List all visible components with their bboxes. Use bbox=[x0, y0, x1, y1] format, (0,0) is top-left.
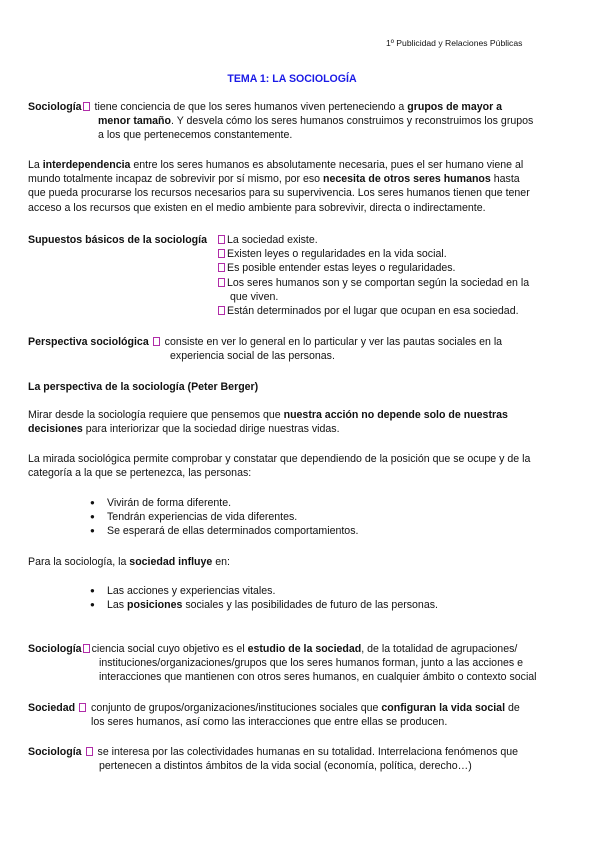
list-item: ● Las acciones y experiencias vitales. bbox=[90, 584, 438, 598]
supuestos-list bbox=[217, 233, 557, 318]
arrow-icon bbox=[79, 703, 86, 712]
list-item: La sociedad existe. bbox=[217, 233, 557, 247]
paragraph-interdependencia: La interdependencia entre los seres humanos es absolutamente necesaria, pues el ser humano viene al mundo totalmente incapaz de sobrevivir por sí mismo, por eso necesita de otros seres humanos hasta que pueda procurarse los recursos necesarios para su supervivencia. Los seres humanos tienen que tener acceso a los recursos que existen en el medio ambiente para sobrevivir, directa o indirectamente. bbox=[28, 159, 530, 214]
arrow-icon bbox=[218, 263, 225, 272]
definition-sociologia-1: Sociología tiene conciencia de que los seres humanos viven perteneciendo a grupos de mayor a menor tamaño. Y desvela cómo los seres humanos construimos y reconstruimos los grupos a los que pertenecemos constantemente. bbox=[28, 101, 534, 142]
definition-sociologia-3: Sociología se interesa por las colectividades humanas en su totalidad. Interrelaciona fenómenos que pertenecen a distintos ámbitos de la vida social (economía, política, derecho…) bbox=[28, 746, 518, 773]
bullet-list-influye bbox=[90, 584, 438, 612]
arrow-icon bbox=[218, 249, 225, 258]
definition-sociologia-2: Sociología ciencia social cuyo objetivo es el estudio de la sociedad, de la totalidad de agrupaciones/ instituciones/organizaciones/grupos que los seres humanos forman, junto a las acciones e interacciones que mantienen con otros seres humanos, en cualquier ámbito o contexto social bbox=[28, 643, 537, 684]
page-header: 1º Publicidad y Relaciones Públicas bbox=[386, 38, 523, 48]
list-item: ● Las posiciones sociales y las posibilidades de futuro de las personas. bbox=[90, 598, 438, 612]
supuestos-term: Supuestos básicos de la sociología bbox=[28, 234, 207, 246]
paragraph-sociedad-influye: Para la sociología, la sociedad influye en: bbox=[28, 556, 230, 568]
list-item: ● Tendrán experiencias de vida diferentes. bbox=[90, 510, 358, 524]
arrow-icon bbox=[86, 747, 93, 756]
list-item: Los seres humanos son y se comportan según la sociedad en la bbox=[217, 276, 557, 290]
arrow-icon bbox=[83, 102, 90, 111]
section-heading-berger: La perspectiva de la sociología (Peter Berger) bbox=[28, 381, 259, 393]
page-title: TEMA 1: LA SOCIOLOGÍA bbox=[227, 73, 357, 85]
list-item: ● Vivirán de forma diferente. bbox=[90, 496, 358, 510]
arrow-icon bbox=[83, 644, 90, 653]
paragraph-posicion: La mirada sociológica permite comprobar y constatar que dependiendo de la posición que se ocupe y de la categoría a la que se pertenezca, las personas: bbox=[28, 453, 531, 480]
list-item: Existen leyes o regularidades en la vida social. bbox=[217, 247, 557, 261]
paragraph-mirada: Mirar desde la sociología requiere que pensemos que nuestra acción no depende solo de nuestras decisiones para interiorizar que la sociedad dirige nuestras vidas. bbox=[28, 409, 508, 436]
definition-perspectiva: Perspectiva sociológica consiste en ver lo general en lo particular y ver las pautas sociales en la experiencia social de las personas. bbox=[28, 336, 503, 363]
arrow-icon bbox=[153, 337, 160, 346]
list-item: Están determinados por el lugar que ocupan en esa sociedad. bbox=[217, 304, 557, 318]
arrow-icon bbox=[218, 306, 225, 315]
list-item: que viven. bbox=[230, 290, 279, 303]
list-item: ● Se esperará de ellas determinados comportamientos. bbox=[90, 524, 358, 538]
list-item: Es posible entender estas leyes o regularidades. bbox=[217, 261, 557, 275]
bullet-list-personas bbox=[90, 496, 358, 539]
arrow-icon bbox=[218, 278, 225, 287]
arrow-icon bbox=[218, 235, 225, 244]
definition-sociedad: Sociedad conjunto de grupos/organizaciones/instituciones sociales que configuran la vida social de los seres humanos, así como las interacciones que entre ellas se producen. bbox=[28, 702, 520, 729]
